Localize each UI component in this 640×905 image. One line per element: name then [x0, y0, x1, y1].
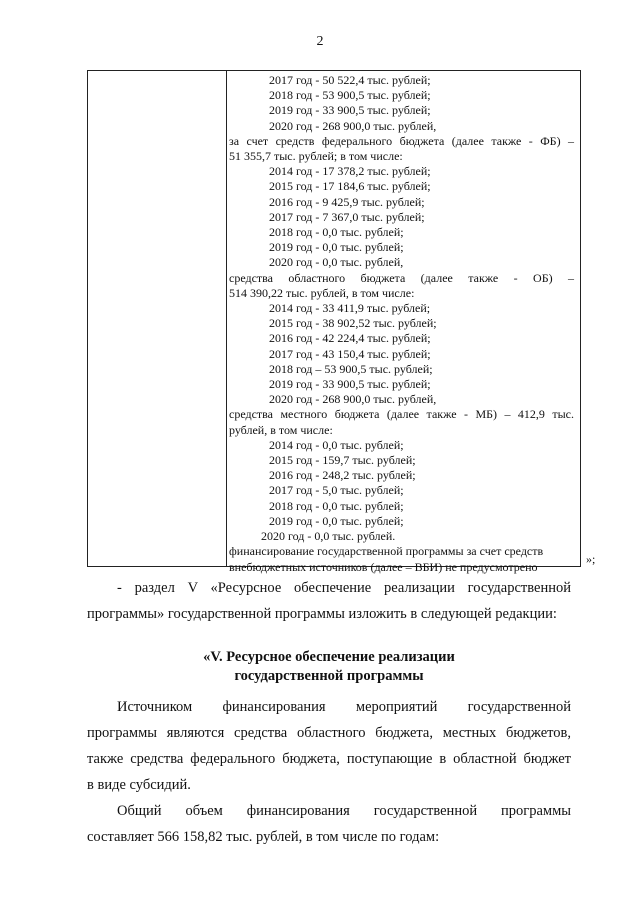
paragraph-line: программы являются средства областного бюджета, местных бюджетов,: [87, 725, 571, 741]
table-line: 2017 год - 7 367,0 тыс. рублей;: [269, 209, 425, 224]
table-line: 2019 год - 0,0 тыс. рублей;: [269, 240, 404, 255]
amendment-paragraph: [87, 575, 571, 627]
table-line: 2014 год - 33 411,9 тыс. рублей;: [269, 301, 431, 316]
amendment-line: - раздел V «Ресурсное обеспечение реализации государственной: [117, 580, 571, 596]
table-line: 2018 год - 0,0 тыс. рублей;: [269, 225, 404, 240]
total-funding-paragraph: [87, 798, 571, 850]
table-line: средства местного бюджета (далее также - МБ) – 412,9 тыс.: [229, 407, 574, 422]
amendment-line: программы» государственной программы изложить в следующей редакции:: [87, 606, 557, 622]
paragraph-line: в виде субсидий.: [87, 777, 191, 793]
table-line: за счет средств федерального бюджета (далее также - ФБ) –: [229, 133, 574, 148]
table-line: 2020 год - 0,0 тыс. рублей,: [269, 255, 404, 270]
section-heading-line: государственной программы: [234, 668, 424, 684]
table-line: 2020 год - 268 900,0 тыс. рублей,: [269, 118, 437, 133]
table-line: средства областного бюджета (далее также - ОБ) –: [229, 270, 574, 285]
resource-table: [87, 70, 581, 574]
table-line: 2015 год - 17 184,6 тыс. рублей;: [269, 179, 431, 194]
table-line: 2018 год – 53 900,5 тыс. рублей;: [269, 361, 433, 376]
table-line: 2018 год - 0,0 тыс. рублей;: [269, 498, 404, 513]
table-line: 2017 год - 50 522,4 тыс. рублей;: [269, 73, 431, 87]
paragraph-line: Источником финансирования мероприятий государственной: [117, 699, 571, 715]
section-heading: [87, 648, 571, 686]
paragraph-line: Общий объем финансирования государственной программы: [117, 803, 571, 819]
table-line: рублей, в том числе:: [229, 422, 333, 437]
table-line: 2016 год - 9 425,9 тыс. рублей;: [269, 194, 425, 209]
table-line: 2014 год - 0,0 тыс. рублей;: [269, 437, 404, 452]
table-line: 2019 год - 0,0 тыс. рублей;: [269, 513, 404, 528]
table-line: 2017 год - 5,0 тыс. рублей;: [269, 483, 404, 498]
table-line: 51 355,7 тыс. рублей; в том числе:: [229, 149, 403, 164]
table-line: 2016 год - 42 224,4 тыс. рублей;: [269, 331, 431, 346]
closing-quote-mark: »;: [586, 552, 596, 566]
paragraph-line: составляет 566 158,82 тыс. рублей, в том числе по годам:: [87, 829, 440, 845]
table-line: 2020 год - 268 900,0 тыс. рублей,: [269, 392, 437, 407]
table-line: 2019 год - 33 900,5 тыс. рублей;: [269, 377, 431, 392]
table-line: 2018 год - 53 900,5 тыс. рублей;: [269, 88, 431, 103]
table-line: 2016 год - 248,2 тыс. рублей;: [269, 468, 416, 483]
funding-sources-paragraph: [87, 694, 571, 798]
table-line: внебюджетных источников (далее – ВБИ) не предусмотрено: [229, 559, 538, 574]
table-line: 2017 год - 43 150,4 тыс. рублей;: [269, 346, 431, 361]
page-number: 2: [316, 34, 324, 49]
table-line: 2019 год - 33 900,5 тыс. рублей;: [269, 103, 431, 118]
table-line: финансирование государственной программы за счет средств: [229, 544, 544, 559]
table-line: 514 390,22 тыс. рублей, в том числе:: [229, 285, 415, 300]
paragraph-line: также средства федерального бюджета, поступающие в областной бюджет: [87, 751, 571, 767]
table-column-divider: [226, 71, 227, 566]
table-line: 2020 год - 0,0 тыс. рублей.: [261, 529, 396, 544]
table-line: 2014 год - 17 378,2 тыс. рублей;: [269, 164, 431, 179]
table-cell-content: [229, 73, 574, 575]
section-heading-line: «V. Ресурсное обеспечение реализации: [203, 649, 455, 665]
table-line: 2015 год - 38 902,52 тыс. рублей;: [269, 316, 437, 331]
table-line: 2015 год - 159,7 тыс. рублей;: [269, 453, 416, 468]
